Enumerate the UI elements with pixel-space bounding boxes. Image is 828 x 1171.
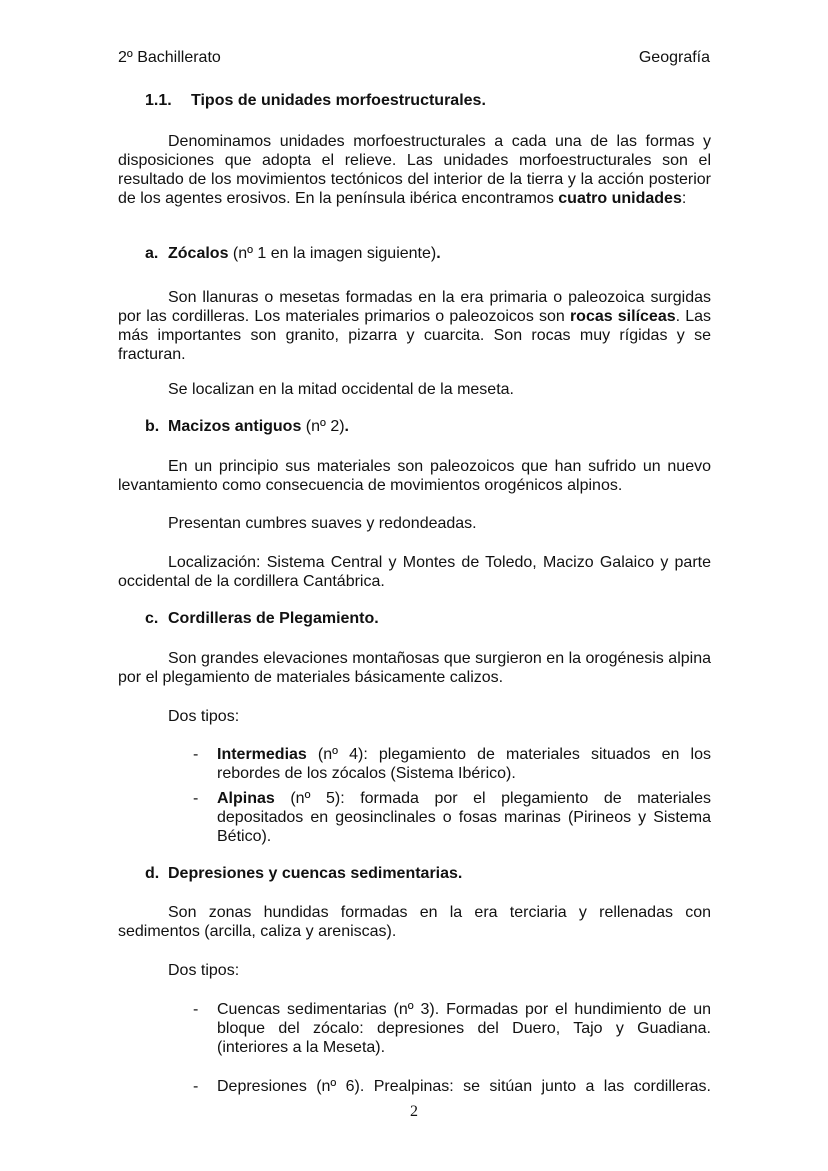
letter: a.: [145, 245, 159, 262]
paragraph-a1: [118, 288, 711, 364]
heading-title: Zócalos: [168, 245, 229, 262]
heading-d: [145, 865, 462, 883]
paragraph-a2: Se localizan en la mitad occidental de la meseta.: [168, 381, 514, 398]
heading-title: Cordilleras de Plegamiento.: [168, 610, 379, 627]
paragraph-b3: Localización: Sistema Central y Montes de Toledo, Macizo Galaico y parte occidental de la cordillera Cantábrica.: [118, 554, 711, 590]
bold-text: cuatro unidades: [558, 190, 682, 207]
intro-paragraph: [118, 132, 711, 208]
paragraph-b1: En un principio sus materiales son paleozoicos que han sufrido un nuevo levantamiento como consecuencia de movimientos orogénicos alpinos.: [118, 458, 711, 494]
dash-bullet: -: [193, 1078, 199, 1095]
list-item: [193, 745, 711, 783]
bold-text: Intermedias: [217, 746, 307, 763]
heading-b: [145, 418, 349, 436]
heading-title: Macizos antiguos: [168, 418, 302, 435]
bold-text: rocas silíceas: [569, 308, 676, 325]
text: .: [344, 418, 349, 435]
text: Cuencas sedimentarias (nº 3). Formadas por el hundimiento de un bloque del zócalo: depresiones del Duero, Tajo y Guadiana. (interiores a la Meseta).: [217, 1001, 711, 1056]
heading-c: [145, 610, 379, 628]
dash-bullet: -: [193, 1001, 199, 1018]
letter: b.: [145, 418, 160, 435]
section-number: 1.1.: [145, 92, 172, 109]
page-number: 2: [410, 1103, 418, 1120]
letter: d.: [145, 865, 160, 882]
dash-bullet: -: [193, 746, 199, 763]
paragraph-c2: Dos tipos:: [168, 708, 240, 725]
section-title: Tipos de unidades morfoestructurales.: [191, 92, 486, 109]
text: :: [681, 190, 687, 207]
letter: c.: [145, 610, 159, 627]
text: . Las más importantes son granito, pizarra y cuarcita. Son rocas muy rígidas y se fracturan.: [118, 308, 712, 363]
paragraph-d2: Dos tipos:: [168, 962, 240, 979]
header-right: Geografía: [638, 49, 710, 66]
text: Denominamos unidades morfoestructurales a cada una de las formas y disposiciones que adopta el relieve. Las unidades morfoestructurales son el resultado de los movimientos tectónicos del interior de la tierra y la acción posterior de los agentes erosivos. En la península ibérica encontramos: [118, 133, 711, 207]
heading-title: Depresiones y cuencas sedimentarias.: [168, 865, 463, 882]
text: .: [436, 245, 441, 262]
paragraph-c1: Son grandes elevaciones montañosas que surgieron en la orogénesis alpina por el plegamiento de materiales básicamente calizos.: [118, 650, 711, 686]
bold-text: Alpinas: [217, 790, 275, 807]
list-item: [193, 789, 711, 846]
header-left: 2º Bachillerato: [118, 49, 221, 66]
list-item: [193, 1000, 711, 1057]
paragraph-b2: Presentan cumbres suaves y redondeadas.: [168, 515, 477, 532]
section-heading: [145, 92, 486, 110]
list-item: [193, 1077, 711, 1096]
text: (nº 1 en la imagen siguiente): [228, 245, 437, 262]
text: (nº 2): [301, 418, 345, 435]
text: Depresiones (nº 6). Prealpinas: se sitúan junto a las cordilleras.: [217, 1078, 711, 1095]
heading-a: [145, 245, 441, 263]
dash-bullet: -: [193, 790, 199, 807]
text: (nº 4): plegamiento de materiales situados en los rebordes de los zócalos (Sistema Ibérico).: [217, 746, 711, 782]
text: Son llanuras o mesetas formadas en la era primaria o paleozoica surgidas por las cordilleras. Los materiales primarios o paleozoicos son: [118, 289, 711, 325]
text: (nº 5): formada por el plegamiento de materiales depositados en geosinclinales o fosas marinas (Pirineos y Sistema Bético).: [217, 790, 711, 845]
paragraph-d1: Son zonas hundidas formadas en la era terciaria y rellenadas con sedimentos (arcilla, caliza y areniscas).: [118, 904, 711, 940]
